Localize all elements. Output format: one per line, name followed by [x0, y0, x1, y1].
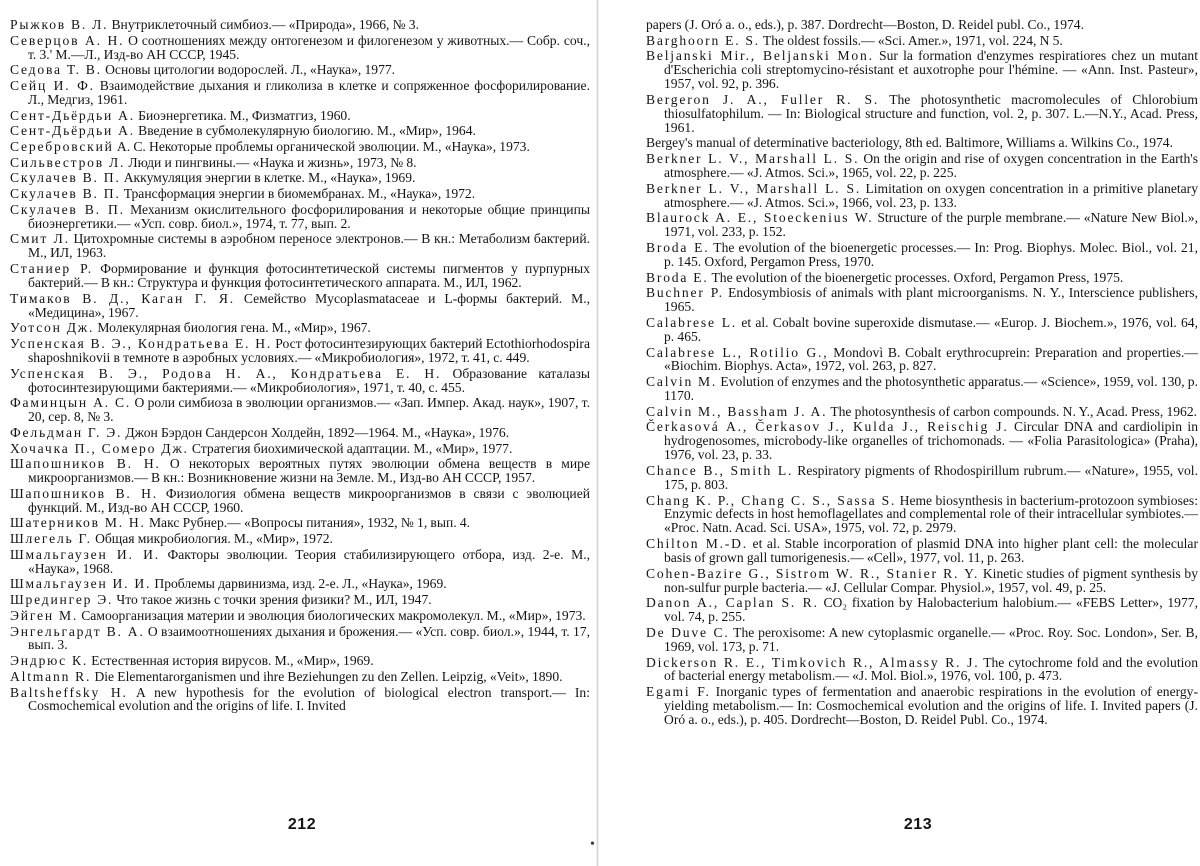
reference-entry	[646, 567, 1198, 595]
reference-text: Семейство Mycoplasmataceae и L-формы бактерий. М., «Медицина», 1967.	[28, 290, 590, 320]
reference-author: Шапошников В. Н.	[10, 485, 158, 501]
reference-author: De Duve C.	[646, 624, 730, 640]
reference-author: Рыжков В. Л.	[10, 17, 109, 32]
reference-entry	[646, 346, 1198, 374]
reference-author: Barghoorn E. S.	[646, 32, 760, 48]
reference-entry	[646, 685, 1198, 727]
reference-entry	[10, 124, 590, 138]
reference-author: Фаминцын А. С.	[10, 395, 132, 411]
reference-text: Взаимодействие дыхания и гликолиза в клетке и сопряженное фосфорилирование. Л., Медгиз, 1961.	[28, 78, 590, 107]
reference-entry	[10, 516, 590, 530]
reference-text: О взаимоотношениях дыхания и брожения.— «Усп. совр. биол.», 1944, т. 17, вып. 3.	[28, 623, 590, 653]
reference-text: et al. Stable incorporation of plasmid DNA into higher plant cell: the molecular basis of grown gall tumorigenesis.— «Cell», 1977, vol. 11, p. 263.	[664, 536, 1198, 565]
reference-entry	[10, 34, 590, 62]
reference-author: Сейц И. Ф.	[10, 78, 95, 94]
reference-text: О некоторых вероятных путях эволюции обмена веществ в мире микроорганизмов.— В кн.: Возникновение жизни на Земле. М., Изд-во АН СССР, 1957.	[28, 456, 590, 486]
reference-author: Broda E.	[646, 239, 710, 255]
reference-entry	[646, 494, 1198, 536]
reference-author: Сент-Дьёрдьи А.	[10, 107, 135, 123]
reference-entry	[10, 654, 590, 668]
reference-text: Mondovì B. Cobalt erythrocuprein: Preparation and properties.— «Biochim. Biophys. Acta», 1972, vol. 263, p. 827.	[664, 344, 1198, 374]
reference-author: Egami F.	[646, 684, 711, 700]
reference-text: Естественная история вирусов. М., «Мир», 1969.	[88, 653, 374, 669]
reference-text: Джон Бэрдон Сандерсон Холдейн, 1892—1964. М., «Наука», 1976.	[122, 424, 510, 440]
left-page	[0, 0, 598, 866]
reference-text: Evolution of enzymes and the photosynthetic apparatus.— «Science», 1959, vol. 130, p. 1170.	[664, 374, 1198, 404]
reference-author: Berkner L. V., Marshall L. S.	[646, 180, 862, 196]
reference-text: Механизм окислительного фосфорилирования и некоторые общие принципы биоэнергетики.— «Усп. совр. биол.», 1974, т. 77, вып. 2.	[28, 201, 590, 231]
reference-text: О роли симбиоза в эволюции организмов.— «Зап. Импер. Акад. наук», 1907, т. 20, сер. 8, № 3.	[28, 395, 590, 425]
reference-entry	[10, 232, 590, 260]
reference-author: Baltsheffsky H.	[10, 684, 128, 700]
reference-entry	[646, 596, 1198, 624]
reference-text: Structure of the purple membrane.— «Nature New Biol.», 1971, vol. 233, p. 152.	[664, 210, 1198, 240]
reference-entry	[10, 426, 590, 440]
reference-text: Рост фотосинтезирующих бактерий Ectothiorhodospira shaposhnikovii в темноте в аэробных условиях.— «Микробиология», 1972, т. 41, с. 449.	[28, 335, 590, 365]
reference-text: Макс Рубнер.— «Вопросы питания», 1932, № 1, вып. 4.	[145, 515, 471, 531]
reference-entry	[10, 396, 590, 424]
reference-author: Altmann R.	[10, 668, 92, 684]
reference-text: Биоэнергетика. М., Физматгиз, 1960.	[134, 107, 351, 123]
reference-text: Трансформация энергии в биомембранах. М., «Наука», 1972.	[120, 186, 476, 202]
reference-author: Сильвестров Л.	[10, 154, 126, 170]
reference-author: Blaurock A. E., Stoeckenius W.	[646, 210, 874, 226]
reference-entry	[10, 442, 590, 456]
reference-author: Шредингер Э.	[10, 592, 114, 608]
reference-entry	[646, 626, 1198, 654]
reference-author: Эндрюс К.	[10, 653, 89, 669]
reference-entry	[646, 182, 1198, 210]
reference-author: Шапошников В. Н.	[10, 456, 161, 472]
reference-entry	[646, 241, 1198, 269]
reference-text: Образование каталазы фотосинтезирующими бактериями.— «Микробиология», 1971, т. 40, с. 455.	[28, 365, 590, 395]
reference-author: Седова Т. В.	[10, 62, 102, 78]
reference-author: Северцов А. Н.	[10, 32, 125, 48]
reference-author: Cohen-Bazire G., Sistrom W. R., Stanier R. Y.	[646, 565, 980, 581]
reference-entry	[10, 203, 590, 231]
reference-text: Sur la formation d'enzymes respiratiores chez un mutant d'Escherichia coli streptomycino-résistant et auxotrophe pour l'hémine. — «Ann. Inst. Pasteur», 1957, vol. 92, p. 396.	[664, 48, 1198, 92]
reference-author: Энгельгардт В. А.	[10, 623, 145, 639]
reference-entry	[10, 321, 590, 335]
reference-text: Самоорганизация материи и эволюция биологических макромолекул. М., «Мир», 1973.	[78, 607, 586, 623]
reference-text: Общая микробиология. М., «Мир», 1972.	[91, 531, 333, 547]
reference-author: Скулачев В. П.	[10, 170, 121, 186]
reference-author: Danon A., Caplan S. R.	[646, 595, 819, 611]
reference-text: Что такое жизнь с точки зрения физики? М., ИЛ, 1947.	[113, 592, 432, 608]
reference-author: Chilton M.-D.	[646, 536, 748, 552]
reference-author: Čerkasová A., Čerkasov J., Kulda J., Reischig J.	[646, 419, 1009, 435]
reference-text: The oldest fossils.— «Sci. Amer.», 1971, vol. 224, N 5.	[759, 32, 1063, 48]
reference-text: Внутриклеточный симбиоз.— «Природа», 1966, № 3.	[108, 17, 419, 32]
page-number: 212	[287, 816, 317, 833]
reference-text: The evolution of the bioenergetic processes. Oxford, Pergamon Press, 1975.	[708, 269, 1124, 285]
reference-entry	[646, 537, 1198, 565]
reference-entry	[646, 152, 1198, 180]
reference-entry	[10, 187, 590, 201]
reference-author: Beljanski Mir., Beljanski Mon.	[646, 48, 874, 64]
reference-author: Сент-Дьёрдьи А.	[10, 123, 135, 139]
reference-text: The photosynthetic macromolecules of Chlorobium thiosulfatophilum. — In: Biological structure and function, vol. 2, p. 307. L.—N.Y., Acad. Press, 1961.	[664, 91, 1199, 135]
reference-entry	[10, 593, 590, 607]
reference-text: О соотношениях между онтогенезом и филогенезом у животных.— Собр. соч., т. 3.' М.—Л., Изд-во АН СССР, 1945.	[28, 32, 590, 62]
reference-text: The evolution of the bioenergetic processes.— In: Prog. Biophys. Molec. Biol., vol. 21, p. 145. Oxford, Pergamon Press, 1970.	[664, 239, 1198, 269]
reference-text: Формирование и функция фотосинтетической системы пигментов у пурпурных бактерий.— В кн.: Структура и функция фотосинтетического аппарата. М., ИЛ, 1962.	[28, 261, 590, 290]
reference-text: Heme biosynthesis in bacterium-protozoon symbioses: Enzymic defects in host hemoflagellates and complemental role of their intracellular symbiotes.— «Proc. Natn. Acad. Sci. USA», 1975, vol. 72, p. 2979.	[664, 492, 1198, 536]
page-number: 213	[903, 816, 933, 833]
reference-entry	[10, 367, 590, 395]
reference-entry	[10, 532, 590, 546]
reference-entry	[10, 487, 590, 515]
reference-author: Calvin M., Bassham J. A.	[646, 403, 828, 419]
reference-text: Respiratory pigments of Rhodospirillum rubrum.— «Nature», 1955, vol. 175, p. 803.	[664, 462, 1198, 492]
reference-text: The photosynthesis of carbon compounds. N. Y., Acad. Press, 1962.	[827, 403, 1198, 419]
reference-author: Фельдман Г. Э.	[10, 424, 123, 440]
reference-entry	[10, 109, 590, 123]
reference-text: Kinetic studies of pigment synthesis by non-sulfur purple bacteria.— «J. Cellular Compar. Physiol.», 1957, vol. 49, p. 25.	[664, 565, 1199, 595]
reference-entry	[10, 140, 590, 154]
reference-entry	[10, 609, 590, 623]
reference-text: Inorganic types of fermentation and anaerobic respirations in the evolution of energy-yielding metabolism.— In: Cosmochemical evolution and the origins of life. I. Invited papers (J. Oró a. o., eds.), p. 405. Dordrecht—Boston, D. Reidel Publ. Co., 1974.	[664, 684, 1199, 727]
reference-author: Станиер Р.	[10, 261, 93, 277]
reference-author: Calabrese L.	[646, 314, 738, 330]
gutter-mark: •	[590, 837, 595, 852]
reference-entry	[646, 420, 1198, 462]
reference-entry	[646, 271, 1198, 285]
reference-text: Circular DNA and cardiolipin in hydrogenosomes, microbody-like organelles of trichomonads. — «Folia Parasitologica» (Praha), 1976, vol. 23, p. 33.	[664, 419, 1198, 463]
reference-author: Смит Л.	[10, 231, 70, 247]
reference-text: Limitation on oxygen concentration in a primitive planetary atmosphere.— «J. Atmos. Sci.», 1966, vol. 23, p. 133.	[664, 180, 1199, 210]
reference-entry	[646, 656, 1198, 684]
reference-entry	[10, 686, 590, 714]
reference-author: Скулачев В. П.	[10, 186, 121, 202]
reference-entry	[10, 670, 590, 684]
reference-text: Физиология обмена веществ микроорганизмов в связи с эволюцией функций. М., Изд-во АН СССР, 1960.	[28, 485, 590, 515]
reference-author: Шлегель Г.	[10, 531, 92, 547]
reference-entry	[10, 577, 590, 591]
reference-text: Молекулярная биология гена. М., «Мир», 1967.	[94, 320, 371, 336]
reference-text: Факторы эволюции. Теория стабилизирующего отбора, изд. 2-е. М., «Наука», 1968.	[28, 546, 590, 576]
reference-author: Шмальгаузен И. И.	[10, 546, 160, 562]
reference-entry	[10, 548, 590, 576]
reference-author: Шатерников М. Н.	[10, 515, 146, 531]
reference-author: Calabrese L., Rotilio G.,	[646, 344, 829, 360]
reference-entry	[10, 79, 590, 107]
reference-text: Проблемы дарвинизма, изд. 2-е. Л., «Наука», 1969.	[151, 576, 447, 592]
reference-text: The peroxisome: A new cytoplasmic organelle.— «Proc. Roy. Soc. London», Ser. B, 1969, vol. 173, p. 71.	[664, 624, 1198, 654]
right-page	[602, 0, 1200, 866]
reference-text: et al. Cobalt bovine superoxide dismutase.— «Europ. J. Biochem.», 1976, vol. 64, p. 465.	[664, 314, 1199, 344]
reference-entry	[646, 316, 1198, 344]
reference-entry	[10, 18, 590, 32]
reference-text: А. С. Некоторые проблемы органической эволюции. М., «Наука», 1973.	[113, 139, 530, 155]
reference-text: Endosymbiosis of animals with plant microorganisms. N. Y., Interscience publishers, 1965.	[664, 285, 1198, 315]
reference-author: Calvin M.	[646, 374, 718, 390]
reference-author: Успенская В. Э., Родова Н. А., Кондратьева Е. Н.	[10, 365, 442, 381]
reference-entry	[10, 156, 590, 170]
reference-author: Эйген М.	[10, 607, 79, 623]
reference-author: Хочачка П., Сомеро Дж.	[10, 440, 189, 456]
reference-text: Люди и пингвины.— «Наука и жизнь», 1973, № 8.	[125, 154, 417, 170]
reference-entry	[646, 136, 1198, 150]
reference-author: Buchner P.	[646, 285, 724, 301]
reference-text: papers (J. Oró a. o., eds.), p. 387. Dordrecht—Boston, D. Reidel publ. Co., 1974.	[646, 17, 1085, 32]
reference-entry	[646, 464, 1198, 492]
reference-author: Скулачев В. П.	[10, 201, 125, 217]
reference-text: Стратегия биохимической адаптации. М., «Мир», 1977.	[188, 440, 513, 456]
reference-entry	[10, 457, 590, 485]
book-gutter	[596, 0, 599, 866]
reference-author: Berkner L. V., Marshall L. S.	[646, 151, 860, 167]
reference-entry	[646, 93, 1198, 135]
reference-entry	[646, 34, 1198, 48]
reference-author: Broda E.	[646, 269, 709, 285]
reference-text: Die Elementarorganismen und ihre Beziehungen zu den Zellen. Leipzig, «Veit», 1890.	[91, 668, 563, 684]
reference-entry	[646, 49, 1198, 91]
reference-author: Dickerson R. E., Timkovich R., Almassy R. J.	[646, 654, 980, 670]
reference-author: Серебровский	[10, 139, 114, 155]
reference-author: Тимаков В. Д., Каган Г. Я.	[10, 290, 235, 306]
reference-entry	[10, 262, 590, 290]
reference-entry	[10, 292, 590, 320]
reference-text: Введение в субмолекулярную биологию. М., «Мир», 1964.	[134, 123, 476, 139]
reference-author: Успенская В. Э., Кондратьева Е. Н.	[10, 335, 273, 351]
reference-entry	[646, 405, 1198, 419]
reference-text: Цитохромные системы в аэробном переносе электронов.— В кн.: Метаболизм бактерий. М., ИЛ, 1963.	[28, 231, 590, 261]
reference-entry	[10, 63, 590, 77]
reference-text: A new hypothesis for the evolution of biological electron transport.— In: Cosmochemical evolution and the origins of life. I. Invited	[28, 684, 590, 714]
reference-entry	[646, 211, 1198, 239]
reference-entry	[646, 375, 1198, 403]
reference-text: CO₂ fixation by Halobacterium halobium.— «FEBS Letter», 1977, vol. 74, p. 255.	[664, 595, 1198, 625]
reference-author: Уотсон Дж.	[10, 320, 95, 336]
bibliography-list-right	[646, 18, 1198, 729]
reference-entry	[10, 337, 590, 365]
reference-author: Шмальгаузен И. И.	[10, 576, 152, 592]
reference-entry	[10, 625, 590, 653]
reference-entry	[10, 171, 590, 185]
reference-entry	[646, 286, 1198, 314]
bibliography-list-left	[10, 18, 590, 715]
reference-text: Основы цитологии водорослей. Л., «Наука», 1977.	[101, 62, 396, 78]
reference-text: Bergey's manual of determinative bacteriology, 8th ed. Baltimore, Williams a. Wilkins Co., 1974.	[646, 135, 1173, 151]
reference-author: Chance B., Smith L.	[646, 462, 794, 478]
reference-entry	[646, 18, 1198, 32]
reference-author: Bergeron J. A., Fuller R. S.	[646, 91, 880, 107]
reference-author: Chang K. P., Chang C. S., Sassa S.	[646, 492, 897, 508]
reference-text: The cytochrome fold and the evolution of bacterial energy metabolism.— «J. Mol. Biol.», 1976, vol. 100, p. 473.	[664, 654, 1198, 684]
reference-text: On the origin and rise of oxygen concentration in the Earth's atmosphere.— «J. Atmos. Sci.», 1965, vol. 22, p. 225.	[664, 151, 1198, 181]
reference-text: Аккумуляция энергии в клетке. М., «Наука», 1969.	[120, 170, 416, 186]
